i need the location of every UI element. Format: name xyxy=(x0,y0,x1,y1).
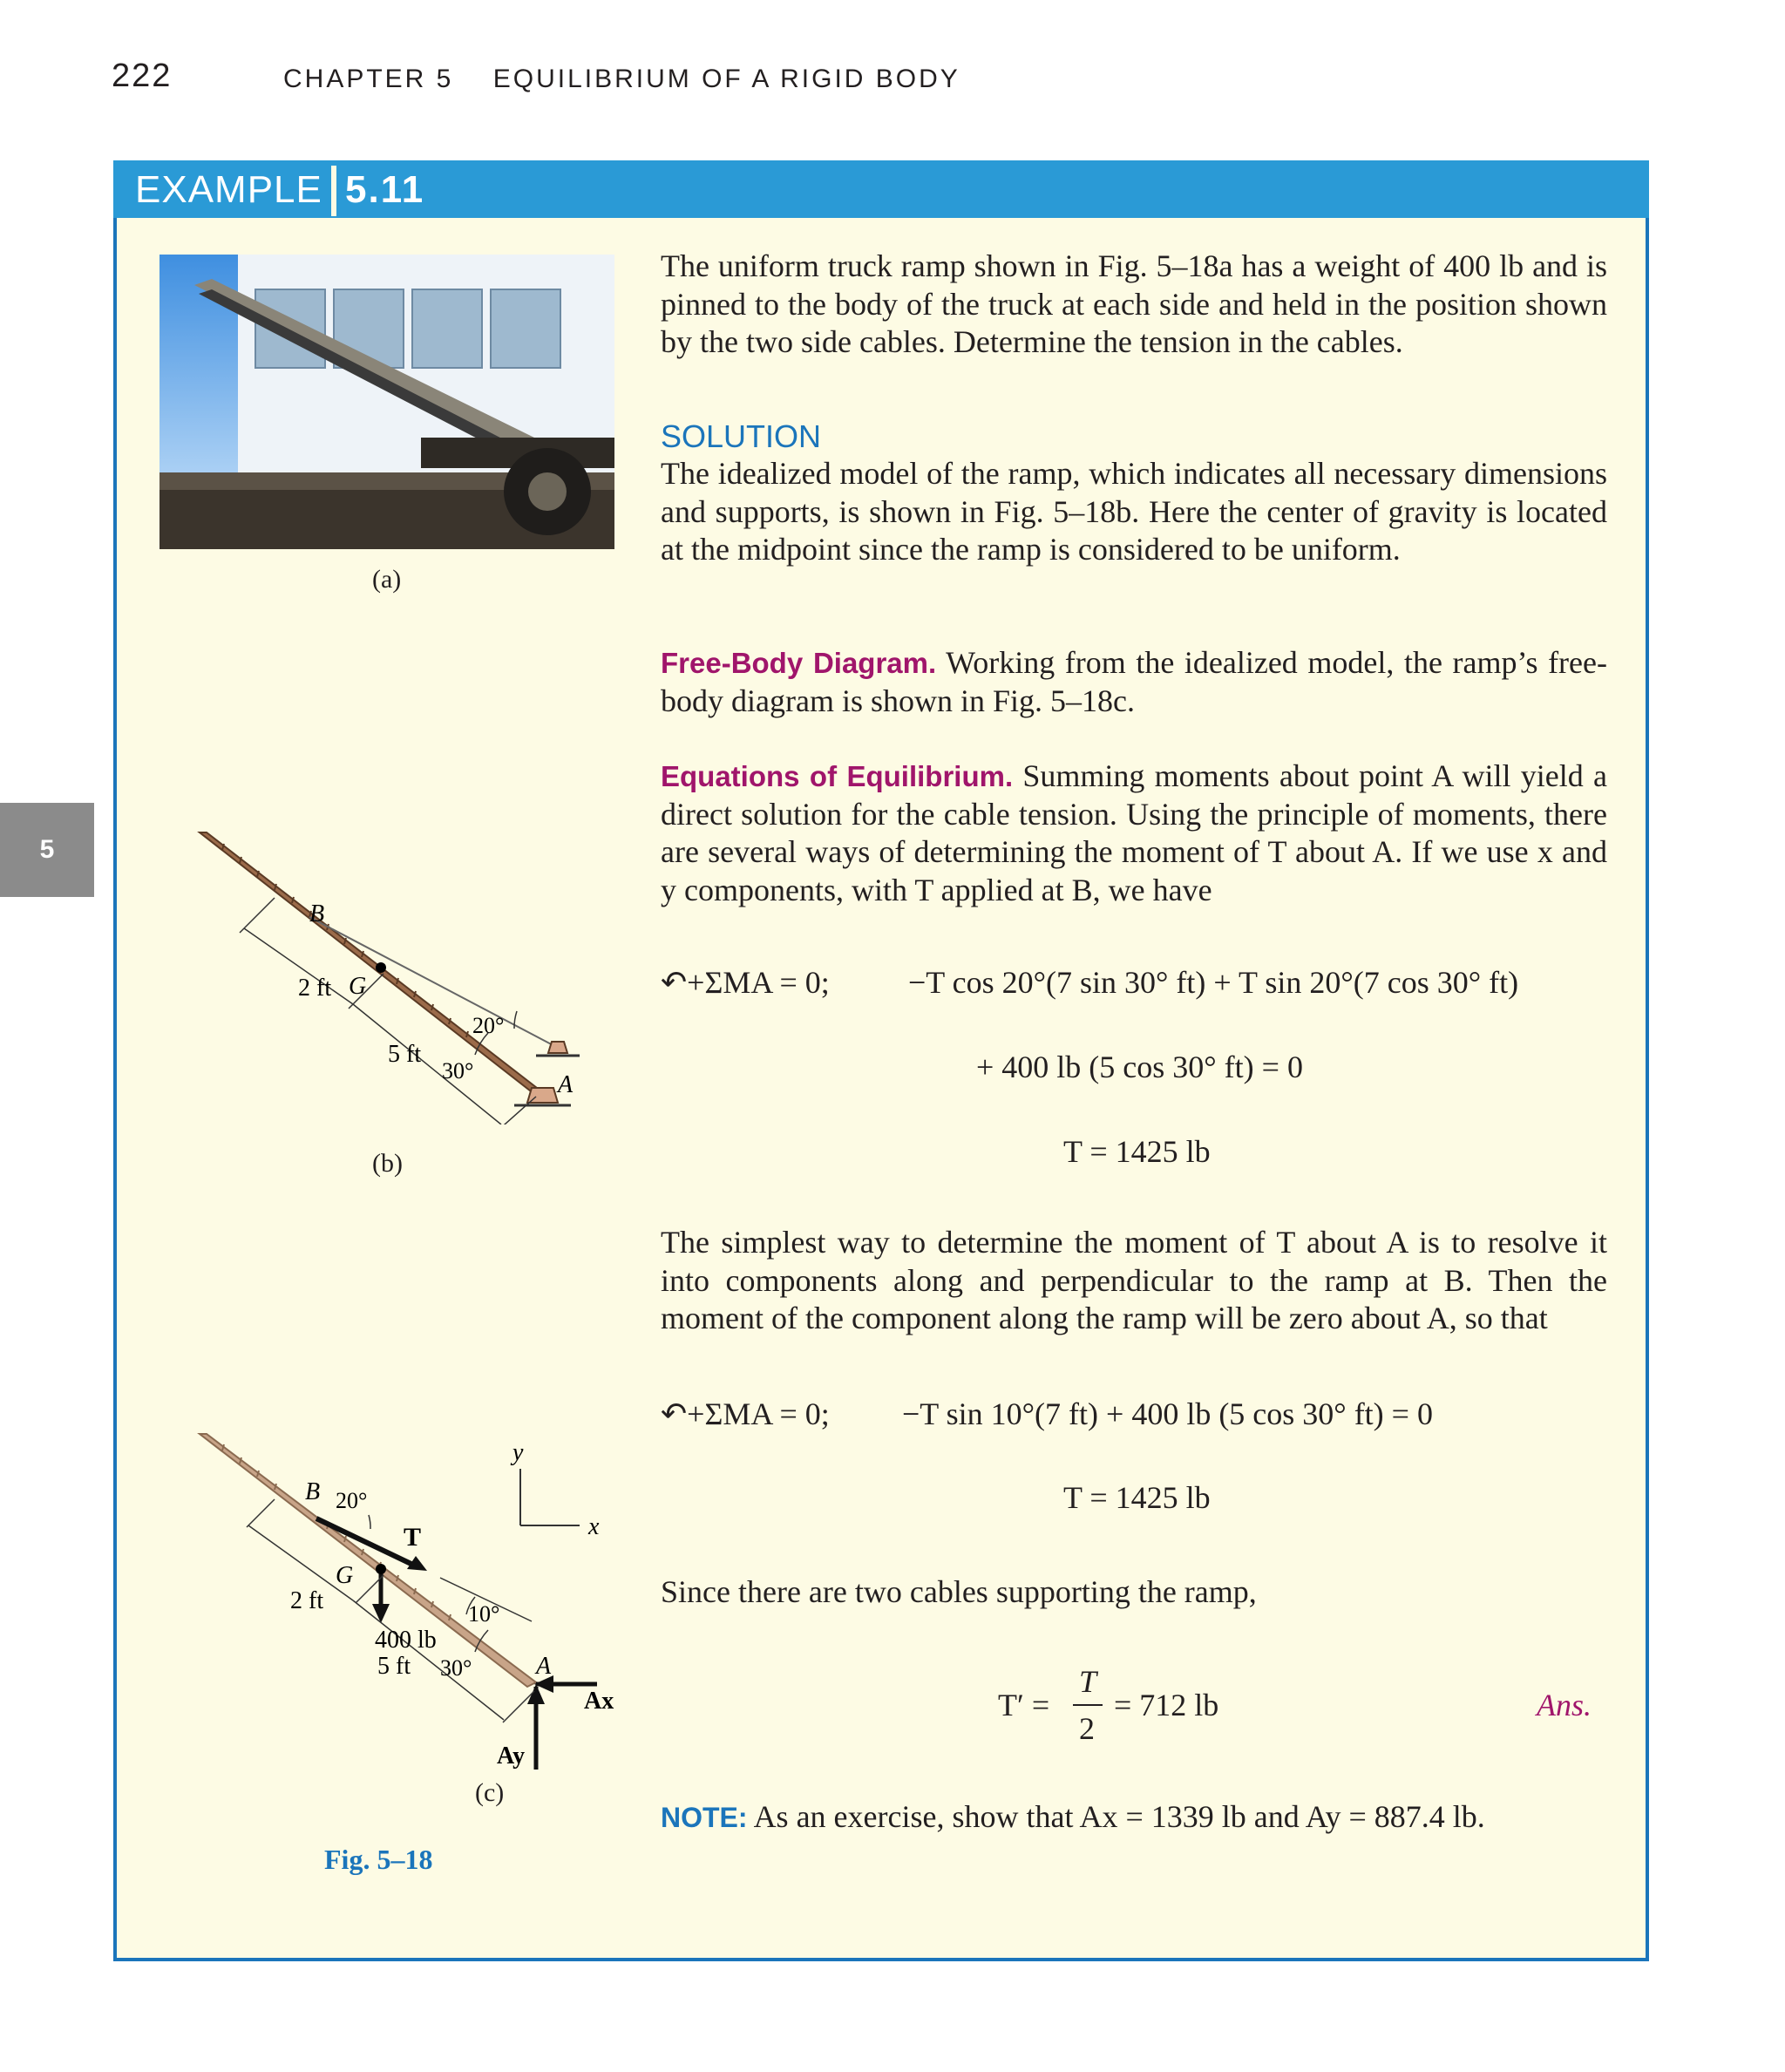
free-body-diagram xyxy=(187,1421,623,1787)
eq-heading: Equations of Equilibrium. xyxy=(661,760,1014,792)
chapter-side-tab: 5 xyxy=(0,803,94,897)
angle-30: 30° xyxy=(442,1058,474,1084)
eq1-result: T = 1425 lb xyxy=(1063,1134,1211,1169)
caption-c: (c) xyxy=(475,1778,505,1807)
cable-line xyxy=(309,917,558,1048)
solution-heading: SOLUTION xyxy=(661,418,822,454)
angle-10-fbd: 10° xyxy=(468,1601,500,1627)
angle-20-fbd: 20° xyxy=(336,1488,368,1513)
eq-text: Summing moments about point A will yield a direct solution for the cable tension. Using the principle of moments, there are several ways of determining the moment of T about A. If we use x and y components, with T applied at B, we have xyxy=(661,758,1607,907)
chapter-label: CHAPTER 5 xyxy=(283,65,454,93)
eq3-denominator: 2 xyxy=(1079,1711,1095,1746)
label-x-axis: x xyxy=(588,1513,600,1540)
page-number: 222 xyxy=(112,58,173,94)
dim-5ft-fbd: 5 ft xyxy=(377,1653,411,1680)
since-paragraph: Since there are two cables supporting the ramp, xyxy=(661,1574,1257,1609)
eq1-label: ↶+ΣMA = 0; xyxy=(661,965,830,1000)
fbd-heading: Free-Body Diagram. xyxy=(661,647,937,679)
figure-label: Fig. 5–18 xyxy=(324,1844,433,1875)
eq1-line2: + 400 lb (5 cos 30° ft) = 0 xyxy=(976,1050,1303,1084)
label-a: A xyxy=(558,1071,574,1098)
title-bar-separator xyxy=(331,166,336,216)
label-a-fbd: A xyxy=(536,1653,552,1680)
cable-anchor xyxy=(548,1042,567,1053)
idealized-model-diagram xyxy=(187,819,588,1124)
label-g-fbd: G xyxy=(336,1562,354,1589)
caption-b: (b) xyxy=(372,1149,403,1178)
dim-2ft: 2 ft xyxy=(298,975,332,1002)
label-ay: Ay xyxy=(497,1743,526,1770)
equilibrium-paragraph xyxy=(661,757,1607,909)
eq2-result: T = 1425 lb xyxy=(1063,1480,1211,1515)
eq3-lhs: T′ = xyxy=(998,1688,1050,1722)
dim-2ft-fbd: 2 ft xyxy=(290,1587,324,1614)
note xyxy=(661,1798,1485,1835)
ramp-beam xyxy=(200,832,545,1094)
ramp-beam-fbd xyxy=(200,1434,536,1687)
label-b: B xyxy=(309,900,325,927)
problem-statement: The uniform truck ramp shown in Fig. 5–18a has a weight of 400 lb and is pinned to the body of the truck at each side and held in the position shown by the two side cables. Determine the tension in the cables. xyxy=(661,248,1607,359)
running-header xyxy=(283,65,960,94)
note-heading: NOTE: xyxy=(661,1802,748,1833)
fbd-text: Working from the idealized model, the ramp’s free-body diagram is shown in Fig. 5–18c. xyxy=(661,645,1607,718)
chapter-title: EQUILIBRIUM OF A RIGID BODY xyxy=(492,65,960,93)
simplest-paragraph: The simplest way to determine the moment of T about A is to resolve it into components along and perpendicular to the ramp at B. Then the moment of the component along the ramp will be zero about A, so that xyxy=(661,1225,1607,1335)
center-of-gravity-fbd xyxy=(376,1564,386,1574)
example-number: 5.11 xyxy=(345,168,425,211)
label-g: G xyxy=(349,973,367,1000)
eq3-rhs: = 712 lb xyxy=(1114,1688,1219,1722)
angle-20: 20° xyxy=(472,1013,505,1038)
eq1-line1: −T cos 20°(7 sin 30° ft) + T sin 20°(7 cos 30° ft) xyxy=(908,965,1519,1000)
label-weight: 400 lb xyxy=(375,1627,437,1654)
label-ax: Ax xyxy=(584,1688,614,1715)
label-y-axis: y xyxy=(512,1439,524,1466)
eq3-numerator: T xyxy=(1079,1664,1097,1699)
dim-5ft: 5 ft xyxy=(388,1041,422,1068)
label-b-fbd: B xyxy=(305,1478,321,1505)
angle-30-fbd: 30° xyxy=(440,1655,472,1681)
fraction-bar xyxy=(1073,1704,1103,1706)
eq2-line1: −T sin 10°(7 ft) + 400 lb (5 cos 30° ft) = 0 xyxy=(902,1396,1433,1431)
label-t: T xyxy=(404,1523,422,1552)
fbd-paragraph xyxy=(661,644,1607,720)
example-label: EXAMPLE xyxy=(135,168,322,211)
example-title-bar xyxy=(113,160,1649,218)
truck-ramp-photo xyxy=(159,255,614,549)
solution-intro: The idealized model of the ramp, which indicates all necessary dimensions and supports, is shown in Fig. 5–18b. Here the center of gravity is located at the midpoint since the ramp is considered to be uniform. xyxy=(661,456,1607,567)
caption-a: (a) xyxy=(372,565,402,594)
eq2-label: ↶+ΣMA = 0; xyxy=(661,1396,830,1431)
center-of-gravity-point xyxy=(376,962,386,973)
answer-marker: Ans. xyxy=(1537,1688,1592,1722)
note-text: As an exercise, show that Ax = 1339 lb and Ay = 887.4 lb. xyxy=(753,1799,1485,1834)
